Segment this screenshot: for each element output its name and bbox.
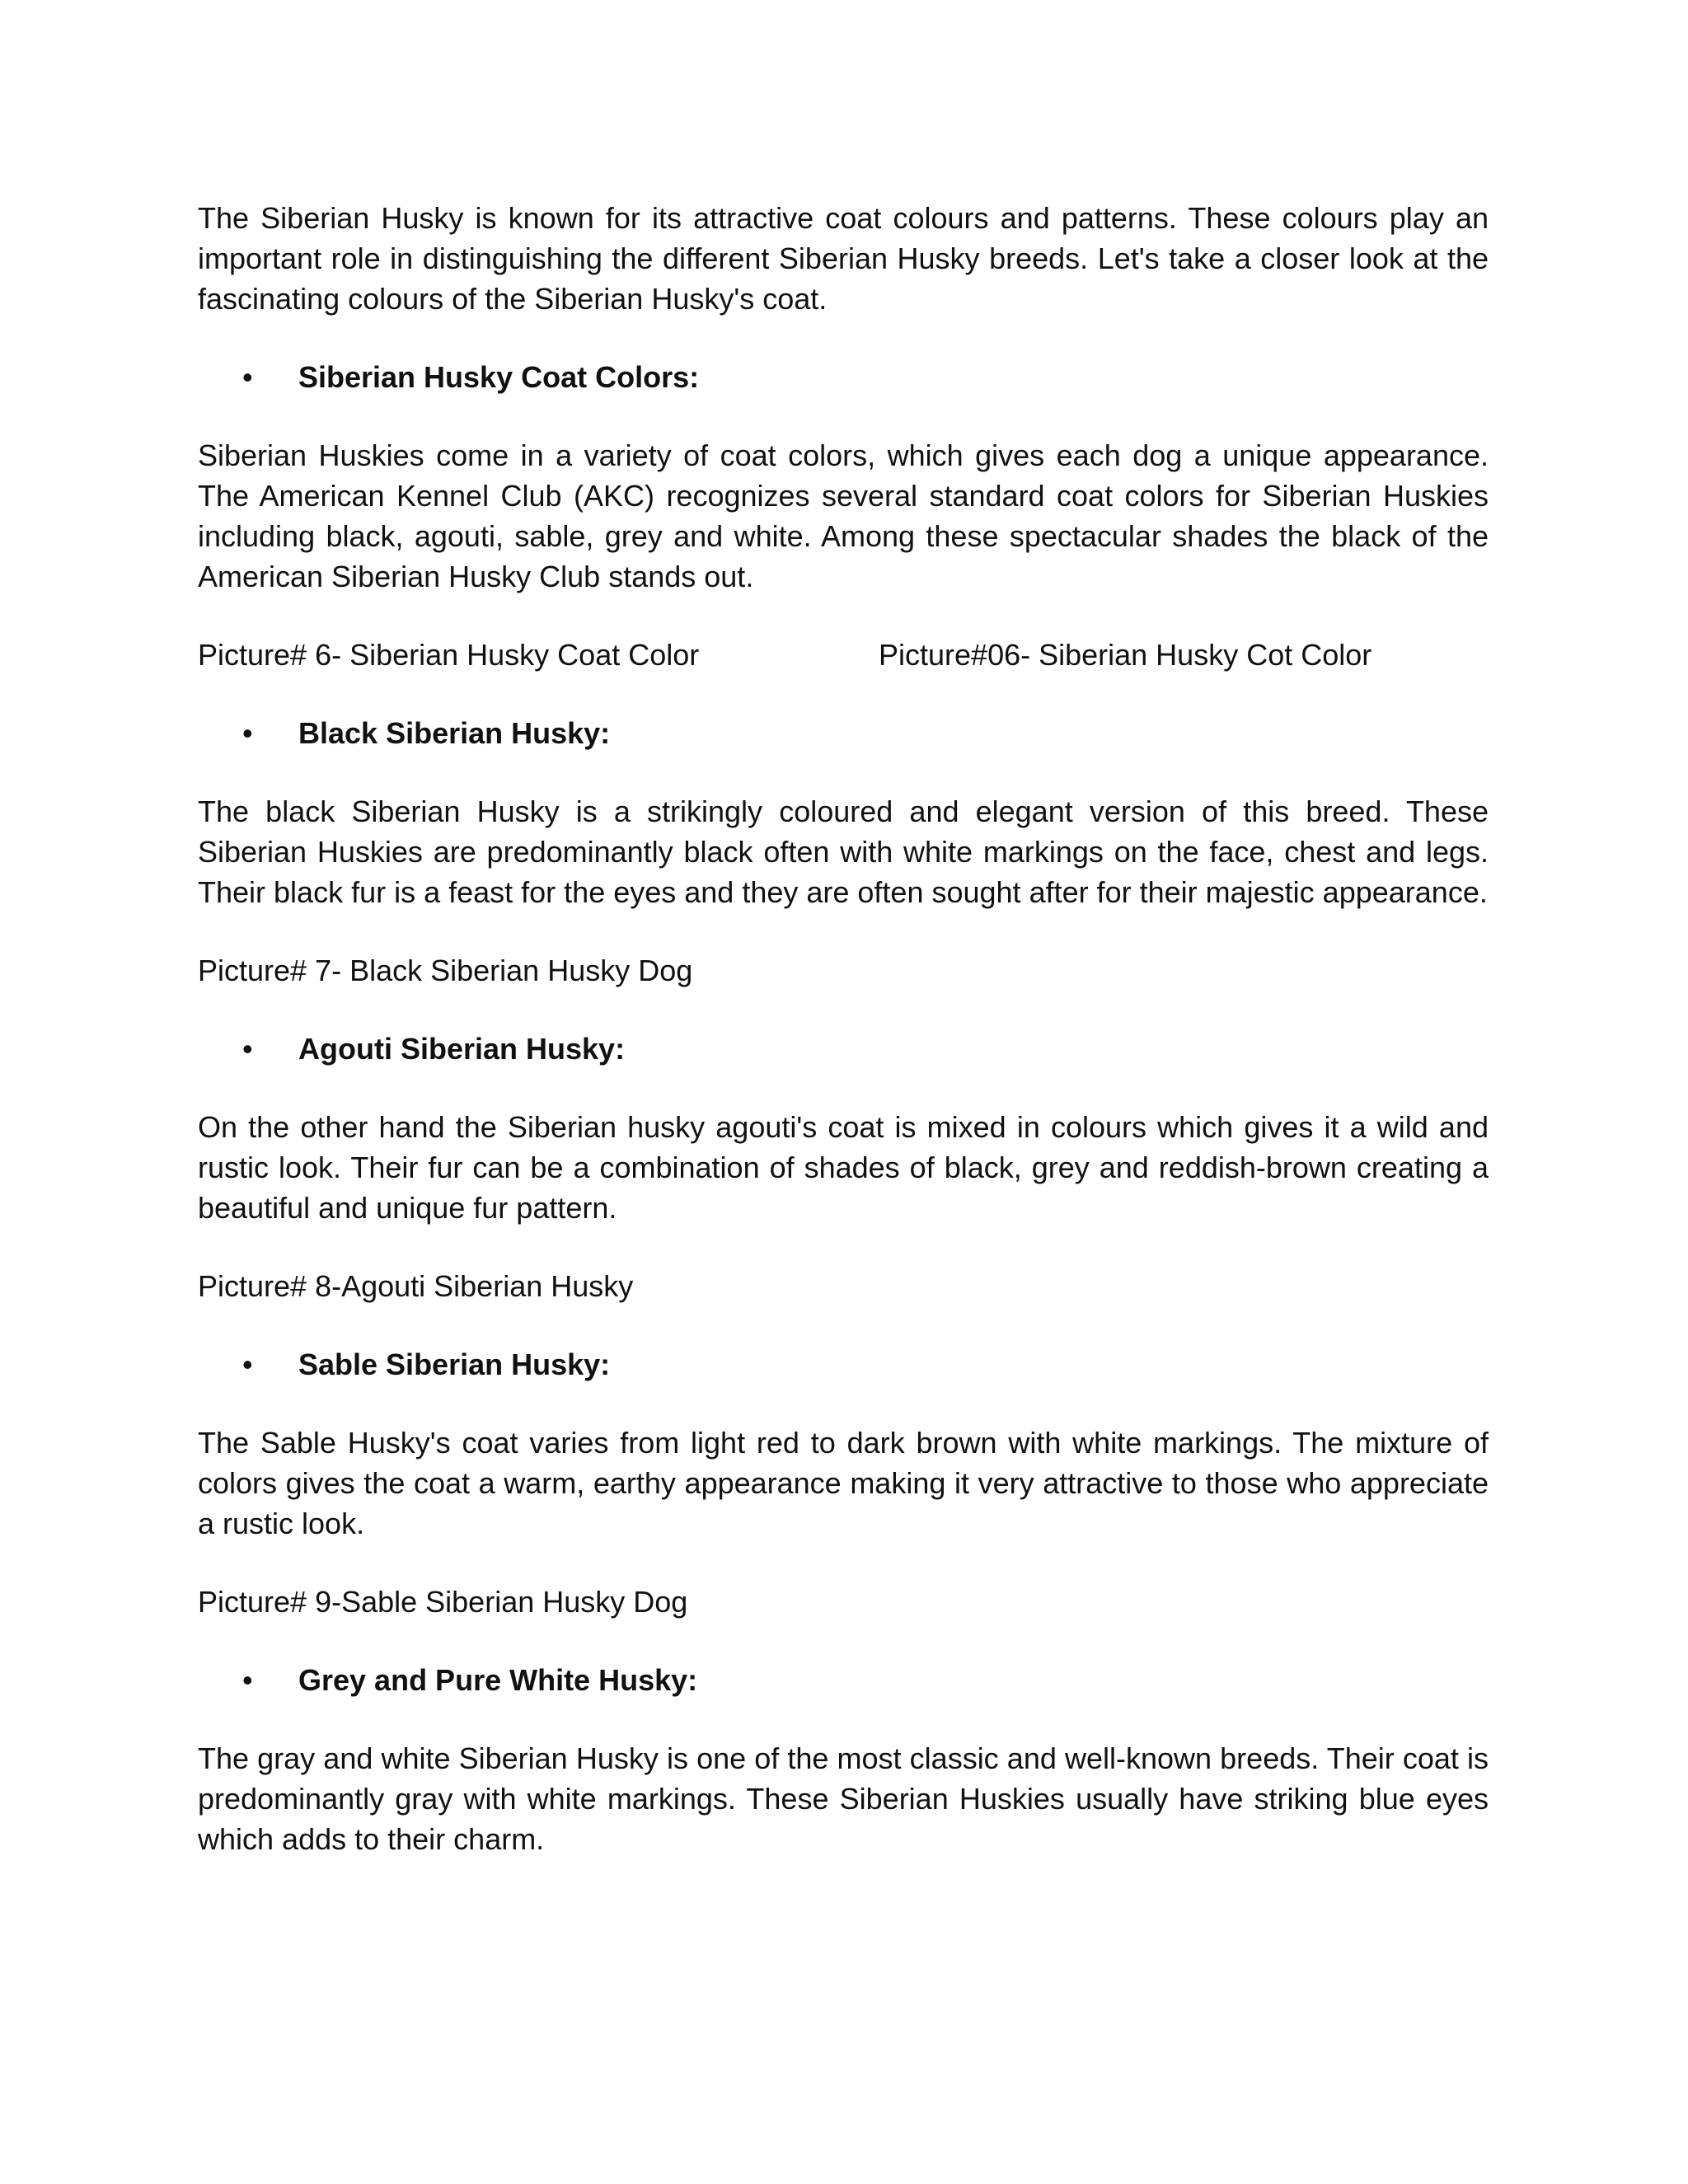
heading-text: Black Siberian Husky: <box>298 716 611 750</box>
heading-text: Siberian Husky Coat Colors: <box>298 360 700 394</box>
bullet-icon: • <box>242 360 253 394</box>
section-heading-grey-white-husky <box>198 1660 1489 1700</box>
picture-caption: Picture# 8-Agouti Siberian Husky <box>198 1269 634 1303</box>
section-body-coat-colors: Siberian Huskies come in a variety of coat colors, which gives each dog a unique appearance. The American Kennel Club (AKC) recognizes several standard coat colors for Siberian Huskies including black, agouti, sable, grey and white. Among these spectacular shades the black of the American Siberian Husky Club stands out. <box>198 438 1489 593</box>
picture-caption: Picture# 7- Black Siberian Husky Dog <box>198 954 693 987</box>
heading-text: Sable Siberian Husky: <box>298 1347 611 1381</box>
document-page <box>198 198 1489 1897</box>
section-heading-coat-colors <box>198 357 1489 397</box>
bullet-icon: • <box>242 1663 253 1697</box>
picture-caption: Picture#06- Siberian Husky Cot Color <box>879 638 1372 672</box>
bullet-icon: • <box>242 716 253 750</box>
section-heading-agouti-husky <box>198 1029 1489 1069</box>
picture-caption: Picture# 6- Siberian Husky Coat Color <box>198 638 700 672</box>
section-body-sable-husky: The Sable Husky's coat varies from light red to dark brown with white markings. The mixture of colors gives the coat a warm, earthy appearance making it very attractive to those who appreciate a rustic look. <box>198 1426 1489 1540</box>
caption-row-picture-6 <box>198 635 1489 675</box>
intro-paragraph: The Siberian Husky is known for its attractive coat colours and patterns. These colours play an important role in distinguishing the different Siberian Husky breeds. Let's take a closer look at the fascinating colours of the Siberian Husky's coat. <box>198 201 1489 316</box>
bullet-icon: • <box>242 1347 253 1381</box>
heading-text: Agouti Siberian Husky: <box>298 1032 626 1066</box>
bullet-icon: • <box>242 1032 253 1066</box>
section-heading-sable-husky <box>198 1344 1489 1385</box>
heading-text: Grey and Pure White Husky: <box>298 1663 698 1697</box>
section-body-agouti-husky: On the other hand the Siberian husky agouti's coat is mixed in colours which gives it a wild and rustic look. Their fur can be a combination of shades of black, grey and reddish-brown creating a beautiful and unique fur pattern. <box>198 1110 1489 1225</box>
section-body-grey-white-husky: The gray and white Siberian Husky is one of the most classic and well-known breeds. Their coat is predominantly gray with white markings. These Siberian Huskies usually have striking blue eyes which adds to their charm. <box>198 1741 1489 1856</box>
picture-caption: Picture# 9-Sable Siberian Husky Dog <box>198 1585 688 1619</box>
section-heading-black-husky <box>198 713 1489 753</box>
section-body-black-husky: The black Siberian Husky is a strikingly coloured and elegant version of this breed. These Siberian Huskies are predominantly black often with white markings on the face, chest and legs. Their black fur is a feast for the eyes and they are often sought after for their majestic appearance. <box>198 794 1489 909</box>
